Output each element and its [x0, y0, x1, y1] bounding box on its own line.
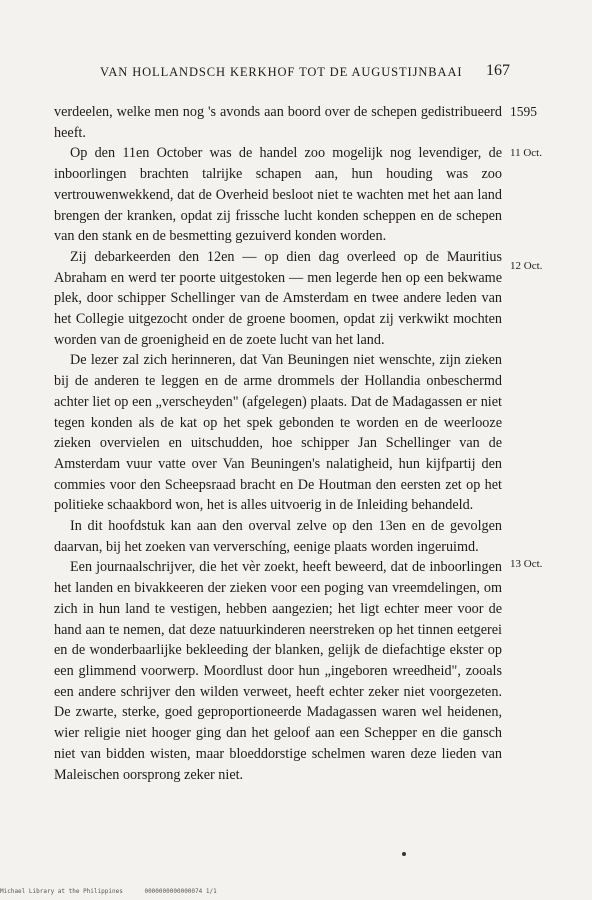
margin-date-13-oct: 13 Oct.	[510, 558, 543, 570]
body-text	[54, 102, 502, 785]
footer-code: 0000000000000074 1/1	[144, 888, 217, 895]
paragraph-4: De lezer zal zich herinneren, dat Van Beuningen niet wenschte, zijn zieken bij de anderen te leggen en de arme drommels der Hollandia onbeschermd achter liet op een „verscheyden" (afgelegen) plaats. Dat de Madagassen er niet tegen konden als de kat op het spek gebonden te worden en de weerlooze zieken overvielen en uitschudden, hoe schipper Jan Schellinger van de Amsterdam vuur vatte over Van Beuningen's nalatigheid, hun kijfpartij den commies voor den Scheepsraad bracht en De Houtman den eersten zet op het politieke schaakbord won, het is alles uitvoerig in de Inleiding behandeld.	[54, 352, 502, 514]
margin-date-12-oct: 12 Oct.	[510, 260, 543, 272]
paragraph-1: verdeelen, welke men nog 's avonds aan boord over de schepen gedistribueerd heeft.	[54, 104, 502, 141]
paragraph-6: Een journaalschrijver, die het vèr zoekt, heeft beweerd, dat de inboorlingen het landen en bivakkeeren der zieken voor een poging van vreemdelingen, om zich in hun land te vestigen, hebben aangezien; het ligt echter meer voor de hand aan te nemen, dat deze natuurkinderen neerstreken op het tinnen eetgerei en de wonderbaarlijke bekleeding der blanken, gelijk de diefachtige ekster op een glimmend voorwerp. Moordlust door hun „ingeboren wreedheid", zooals een andere schrijver den wilden verweet, heeft echter zeker niet voorgezeten. De zwarte, sterke, goed geproportioneerde Madagassen waren wel heidenen, wier religie niet hooger ging dan het geloof aan een Schepper en die gansch niet van bidden wisten, maar bloeddorstige schelmen waren deze lieden van Maleischen oorsprong zeker niet.	[54, 559, 502, 783]
paragraph-2: Op den 11en October was de handel zoo mogelijk nog levendiger, de inboorlingen brachten talrijke schapen aan, hun houding was zoo vertrouwenwekkend, dat de Overheid besloot niet te wachten met het aan land brengen der kranken, opdat zij frissche lucht konden scheppen en de schepen van den stank en de besmetting gezuiverd konden worden.	[54, 145, 502, 245]
ink-dot	[402, 852, 406, 856]
footer-library: Michael Library at the Philippines	[0, 888, 123, 895]
paragraph-5: In dit hoofdstuk kan aan den overval zelve op den 13en en de gevolgen daarvan, bij het zoeken van ververschíng, eenige plaats worden ingeruimd.	[54, 518, 502, 555]
margin-year: 1595	[510, 104, 537, 119]
paragraph-3: Zij debarkeerden den 12en — op dien dag overleed op de Mauritius Abraham en werd ter poorte uitgestoken — men legerde hen op een bekwame plek, door schipper Schellinger van de Amsterdam en twee andere leden van het Collegie uitgezocht onder de groene boomen, opdat zij verkwikt mochten worden van de groenigheid en de zoete lucht van het land.	[54, 248, 502, 348]
margin-date-11-oct: 11 Oct.	[510, 147, 542, 159]
running-title: VAN HOLLANDSCH KERKHOF TOT DE AUGUSTIJNBAAI	[100, 65, 463, 79]
page-number: 167	[486, 62, 510, 79]
running-header	[100, 62, 510, 80]
scan-footer	[0, 888, 235, 895]
